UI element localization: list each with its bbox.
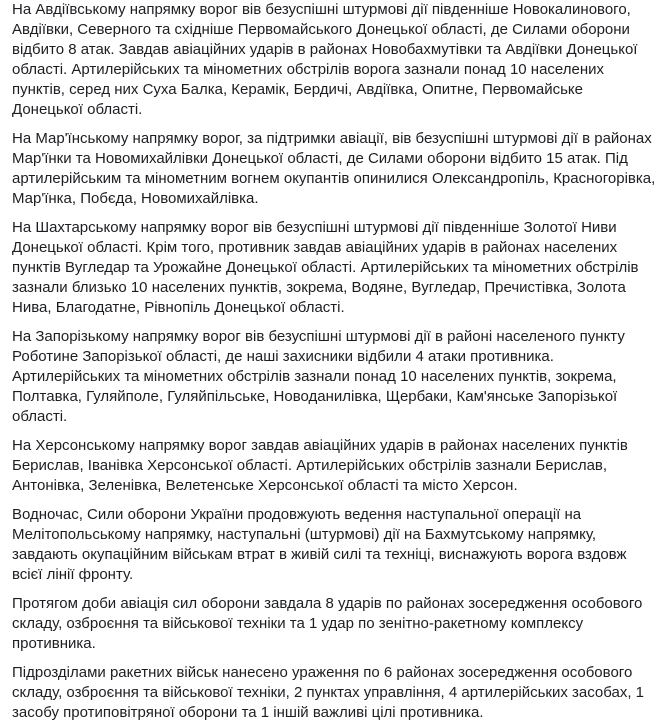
paragraph-shakhtarsk-direction: На Шахтарському напрямку ворог вів безуспішні штурмові дії південніше Золотої Ниви Донецької області. Крім того, противник завдав авіаційних ударів в районах населених пунктів Вугледар та Урожайне Донецької області. Артилерійських та мінометних обстрілів зазнали близько 10 населених пунктів, зокрема, Водяне, Вугледар, Пречистівка, Золота Нива, Благодатне, Рівнопіль Донецької області. xyxy=(12,219,639,316)
paragraph-missile-strikes: Підрозділами ракетних військ нанесено ураження по 6 районах зосередження особового складу, озброєння та військової техніки, 2 пунктах управління, 4 артилерійських засобах, 1 засобу протиповітряної оборони та 1 іншій важливі цілі противника. xyxy=(12,664,645,721)
paragraph-kherson-direction: На Херсонському напрямку ворог завдав авіаційних ударів в районах населених пунктів Берислав, Іванівка Херсонської області. Артилерійських обстрілів зазнали Берислав, Антонівка, Зеленівка, Велетенське Херсонської області та місто Херсон. xyxy=(12,437,628,494)
paragraph-aviation-strikes: Протягом доби авіація сил оборони завдала 8 ударів по районах зосередження особового складу, озброєння та військової техніки та 1 удар по зенітно-ракетному комплексу противника. xyxy=(12,595,643,652)
paragraph-avdiivka-direction: На Авдіївському напрямку ворог вів безуспішні штурмові дії південніше Новокалинового, Авдіївки, Северного та східніше Первомайського Донецької області, де Силами оборони відбито 8 атак. Завдав авіаційних ударів в районах Новобахмутівки та Авдіївки Донецької області. Артилерійських та мінометних обстрілів ворога зазнали понад 10 населених пунктів, серед них Суха Балка, Керамік, Бердичі, Авдіївка, Опитне, Первомайське Донецької області. xyxy=(12,1,638,118)
paragraph-zaporizhzhia-direction: На Запорізькому напрямку ворог вів безуспішні штурмові дії в районі населеного пункту Роботине Запорізької області, де наші захисники відбили 4 атаки противника. Артилерійських та мінометних обстрілів зазнали понад 10 населених пунктів, зокрема, Полтавка, Гуляйполе, Гуляйпільське, Новоданилівка, Щербаки, Кам'янське Запорізької області. xyxy=(12,328,625,425)
paragraph-offensive-operations: Водночас, Сили оборони України продовжують ведення наступальної операції на Мелітопольському напрямку, наступальні (штурмові) дії на Бахмутському напрямку, завдають окупаційним військам втрат в живій силі та техніці, виснажують ворога вздовж всієї лінії фронту. xyxy=(12,506,627,583)
paragraph-marinka-direction: На Мар'їнському напрямку ворог, за підтримки авіації, вів безуспішні штурмові дії в районах Мар'їнки та Новомихайлівки Донецької області, де Силами оборони відбито 15 атак. Під артилерійським та мінометним вогнем окупантів опинилися Олександропіль, Красногорівка, Мар'їнка, Побєда, Новомихайлівка. xyxy=(12,130,656,207)
